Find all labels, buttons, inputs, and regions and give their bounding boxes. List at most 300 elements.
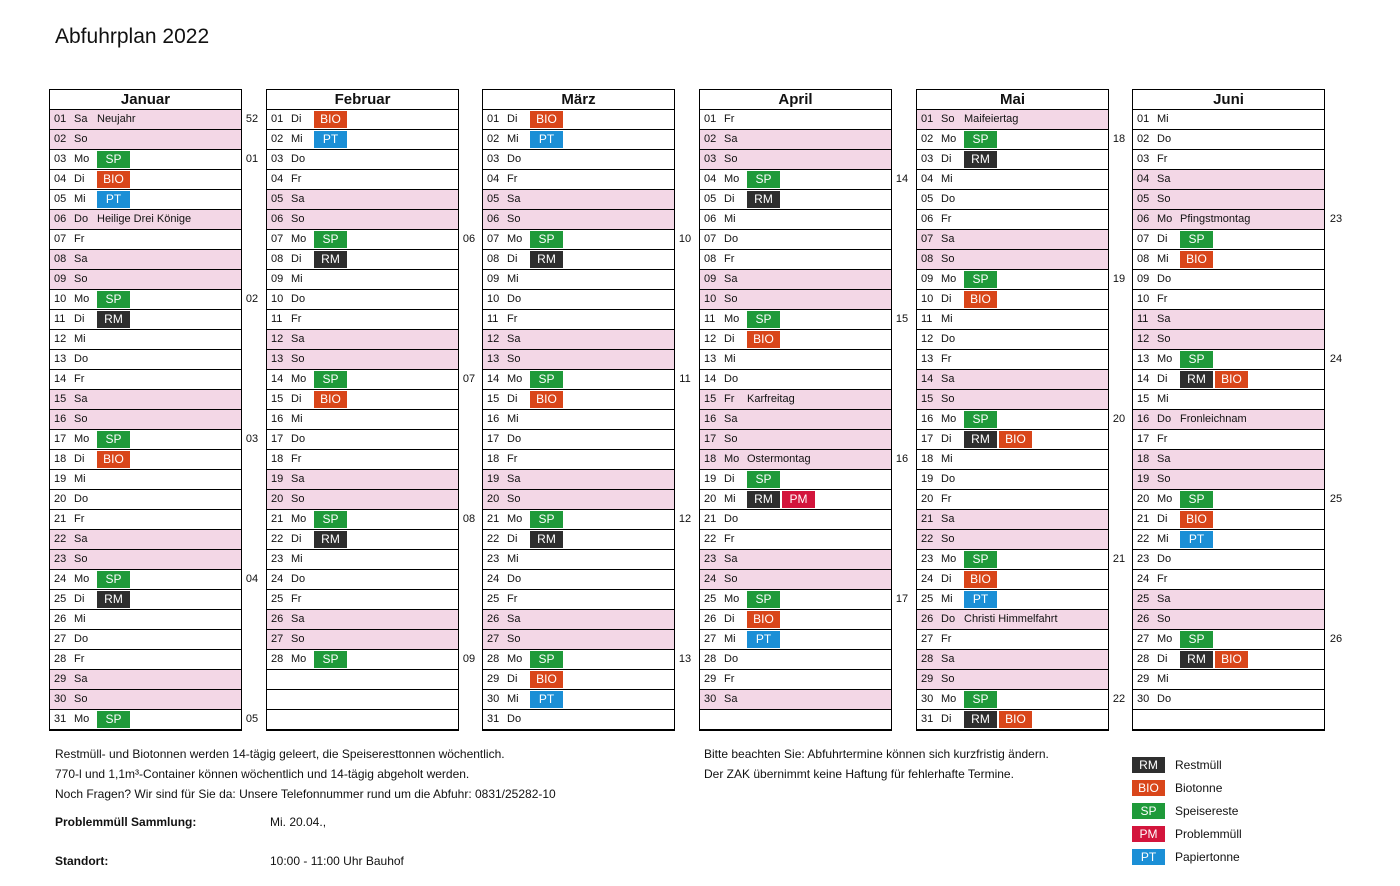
day-row <box>1133 670 1324 690</box>
weekday: So <box>724 153 738 165</box>
day-number: 20 <box>921 493 934 505</box>
day-row <box>917 710 1108 730</box>
weekday: Fr <box>291 593 302 605</box>
collection-badge-sp: SP <box>1180 351 1213 368</box>
day-row <box>1133 470 1324 490</box>
day-row <box>267 150 458 170</box>
weekday: Di <box>291 253 302 265</box>
weekday: Mo <box>74 433 90 445</box>
day-number: 18 <box>54 453 67 465</box>
month-column <box>482 89 675 731</box>
collection-badge-bio: BIO <box>1180 251 1213 268</box>
day-row <box>1133 250 1324 270</box>
day-row <box>917 470 1108 490</box>
week-number: 03 <box>245 433 259 445</box>
weekday: Mo <box>291 653 307 665</box>
collection-badge-sp: SP <box>530 651 563 668</box>
day-row <box>50 390 241 410</box>
day-row <box>50 530 241 550</box>
day-row <box>700 190 891 210</box>
weekday: Sa <box>291 193 305 205</box>
day-number: 30 <box>704 693 717 705</box>
day-row <box>700 610 891 630</box>
weekday: Do <box>724 373 739 385</box>
weekday: So <box>941 393 955 405</box>
weekday: So <box>291 493 305 505</box>
weekday: So <box>291 213 305 225</box>
weekday: Sa <box>74 253 88 265</box>
day-number: 03 <box>271 153 284 165</box>
day-number: 10 <box>271 293 284 305</box>
weekday: Fr <box>74 653 85 665</box>
weekday: Fr <box>724 393 735 405</box>
day-row <box>267 430 458 450</box>
weekday: Mo <box>724 453 740 465</box>
weekday: Fr <box>941 213 952 225</box>
day-number: 01 <box>704 113 717 125</box>
day-row <box>917 690 1108 710</box>
day-row <box>483 370 674 390</box>
empty-row <box>1133 710 1324 730</box>
day-row <box>917 530 1108 550</box>
collection-badge-sp: SP <box>747 311 780 328</box>
day-number: 28 <box>704 653 717 665</box>
day-number: 28 <box>487 653 500 665</box>
day-row <box>917 270 1108 290</box>
weekday: So <box>507 493 521 505</box>
weekday: Sa <box>724 693 738 705</box>
weekday: Di <box>74 173 85 185</box>
weekday: Sa <box>291 473 305 485</box>
day-number: 24 <box>921 573 934 585</box>
weekday: Do <box>507 573 522 585</box>
day-number: 07 <box>54 233 67 245</box>
day-number: 17 <box>487 433 500 445</box>
day-row <box>50 310 241 330</box>
day-row <box>700 370 891 390</box>
day-row <box>700 630 891 650</box>
collection-badge-bio: BIO <box>964 291 997 308</box>
day-row <box>483 410 674 430</box>
legend-badge-rm: RM <box>1132 757 1165 773</box>
collection-badge-sp: SP <box>964 551 997 568</box>
collection-badge-sp: SP <box>97 291 130 308</box>
weekday: Sa <box>74 393 88 405</box>
weekday: Di <box>724 193 735 205</box>
day-row <box>483 450 674 470</box>
day-number: 09 <box>487 273 500 285</box>
day-number: 19 <box>921 473 934 485</box>
day-number: 19 <box>704 473 717 485</box>
day-row <box>483 610 674 630</box>
weekday: Di <box>291 393 302 405</box>
collection-badge-sp: SP <box>314 231 347 248</box>
day-number: 12 <box>487 333 500 345</box>
collection-badge-bio: BIO <box>999 711 1032 728</box>
day-number: 22 <box>54 533 67 545</box>
day-row <box>1133 610 1324 630</box>
collection-badge-sp: SP <box>1180 231 1213 248</box>
day-number: 25 <box>1137 593 1150 605</box>
weekday: Mo <box>507 373 523 385</box>
weekday: Fr <box>724 673 735 685</box>
day-number: 06 <box>54 213 67 225</box>
day-number: 29 <box>487 673 500 685</box>
day-row <box>50 410 241 430</box>
day-number: 14 <box>704 373 717 385</box>
day-number: 29 <box>54 673 67 685</box>
day-number: 05 <box>1137 193 1150 205</box>
day-number: 17 <box>271 433 284 445</box>
weekday: Di <box>74 453 85 465</box>
day-row <box>1133 530 1324 550</box>
day-row <box>267 210 458 230</box>
collection-badge-rm: RM <box>97 311 130 328</box>
day-number: 27 <box>487 633 500 645</box>
collection-badge-sp: SP <box>314 511 347 528</box>
day-number: 01 <box>54 113 67 125</box>
day-number: 12 <box>1137 333 1150 345</box>
day-row <box>700 390 891 410</box>
weekday: Mo <box>74 293 90 305</box>
day-number: 10 <box>54 293 67 305</box>
day-row <box>483 250 674 270</box>
day-number: 16 <box>271 413 284 425</box>
weekday: Mi <box>724 493 736 505</box>
day-number: 23 <box>271 553 284 565</box>
day-number: 08 <box>704 253 717 265</box>
collection-badge-sp: SP <box>747 171 780 188</box>
day-row <box>700 330 891 350</box>
weekday: Mi <box>74 333 86 345</box>
weekday: So <box>291 353 305 365</box>
day-row <box>483 350 674 370</box>
day-number: 28 <box>271 653 284 665</box>
weekday: Mi <box>724 353 736 365</box>
day-number: 19 <box>487 473 500 485</box>
day-number: 24 <box>54 573 67 585</box>
weekday: Mo <box>1157 493 1173 505</box>
day-row <box>1133 290 1324 310</box>
weekday: Sa <box>1157 593 1171 605</box>
weekday: So <box>941 253 955 265</box>
day-row <box>267 230 458 250</box>
collection-badge-pt: PT <box>1180 531 1213 548</box>
day-number: 09 <box>704 273 717 285</box>
weekday: Sa <box>724 413 738 425</box>
weekday: Do <box>74 353 89 365</box>
day-row <box>1133 130 1324 150</box>
weekday: Mi <box>1157 533 1169 545</box>
weekday: Sa <box>507 333 521 345</box>
weekday: Sa <box>507 473 521 485</box>
day-row <box>267 550 458 570</box>
weekday: Mo <box>291 513 307 525</box>
day-row <box>483 230 674 250</box>
legend-label: Papiertonne <box>1175 850 1240 864</box>
day-number: 15 <box>704 393 717 405</box>
notice-line-1: Bitte beachten Sie: Abfuhrtermine können sich kurzfristig ändern. <box>704 747 1049 761</box>
day-number: 16 <box>54 413 67 425</box>
day-number: 23 <box>1137 553 1150 565</box>
day-number: 19 <box>54 473 67 485</box>
day-number: 02 <box>921 133 934 145</box>
day-row <box>267 390 458 410</box>
day-row <box>1133 390 1324 410</box>
collection-badge-sp: SP <box>1180 631 1213 648</box>
day-number: 03 <box>54 153 67 165</box>
day-number: 26 <box>921 613 934 625</box>
day-row <box>1133 450 1324 470</box>
day-row <box>483 490 674 510</box>
location-value: 10:00 - 11:00 Uhr Bauhof <box>270 854 404 868</box>
day-row <box>917 450 1108 470</box>
day-number: 06 <box>704 213 717 225</box>
weekday: Sa <box>724 273 738 285</box>
day-number: 10 <box>704 293 717 305</box>
day-row <box>917 510 1108 530</box>
weekday: So <box>507 633 521 645</box>
day-row <box>1133 210 1324 230</box>
day-number: 16 <box>487 413 500 425</box>
day-row <box>483 290 674 310</box>
collection-badge-sp: SP <box>97 711 130 728</box>
weekday: Do <box>941 473 956 485</box>
day-row <box>917 210 1108 230</box>
weekday: Di <box>941 293 952 305</box>
day-number: 21 <box>921 513 934 525</box>
day-row <box>1133 570 1324 590</box>
day-row <box>483 510 674 530</box>
weekday: Fr <box>291 313 302 325</box>
day-row <box>483 310 674 330</box>
day-number: 12 <box>54 333 67 345</box>
collection-badge-sp: SP <box>747 471 780 488</box>
day-row <box>50 710 241 730</box>
holiday-label: Karfreitag <box>747 393 795 405</box>
weekday: Mo <box>941 133 957 145</box>
weekday: Do <box>291 573 306 585</box>
holiday-label: Maifeiertag <box>964 113 1019 125</box>
weekday: Sa <box>941 373 955 385</box>
weekday: Mo <box>1157 213 1173 225</box>
collection-badge-rm: RM <box>964 151 997 168</box>
day-row <box>917 250 1108 270</box>
week-number: 12 <box>678 513 692 525</box>
day-number: 14 <box>921 373 934 385</box>
week-number: 52 <box>245 113 259 125</box>
weekday: Fr <box>1157 573 1168 585</box>
weekday: Mo <box>941 413 957 425</box>
weekday: Mo <box>74 153 90 165</box>
day-number: 24 <box>271 573 284 585</box>
weekday: Di <box>507 393 518 405</box>
day-row <box>267 350 458 370</box>
collection-badge-rm: RM <box>97 591 130 608</box>
day-row <box>50 290 241 310</box>
weekday: So <box>941 533 955 545</box>
holiday-label: Christi Himmelfahrt <box>964 613 1058 625</box>
day-row <box>1133 370 1324 390</box>
day-row <box>267 370 458 390</box>
notice-line-2: Der ZAK übernimmt keine Haftung für fehlerhafte Termine. <box>704 767 1014 781</box>
day-number: 20 <box>54 493 67 505</box>
day-row <box>267 250 458 270</box>
day-row <box>483 590 674 610</box>
weekday: Fr <box>724 533 735 545</box>
day-number: 30 <box>54 693 67 705</box>
day-row <box>50 610 241 630</box>
day-number: 15 <box>487 393 500 405</box>
day-number: 13 <box>54 353 67 365</box>
weekday: Mi <box>507 273 519 285</box>
holiday-label: Ostermontag <box>747 453 811 465</box>
day-row <box>483 390 674 410</box>
day-number: 08 <box>487 253 500 265</box>
day-number: 31 <box>921 713 934 725</box>
day-row <box>483 270 674 290</box>
day-row <box>917 410 1108 430</box>
day-row <box>483 690 674 710</box>
collection-badge-sp: SP <box>747 591 780 608</box>
day-row <box>917 670 1108 690</box>
day-number: 27 <box>921 633 934 645</box>
day-number: 03 <box>487 153 500 165</box>
day-row <box>1133 110 1324 130</box>
weekday: Mo <box>507 513 523 525</box>
day-row <box>917 330 1108 350</box>
day-row <box>267 190 458 210</box>
day-number: 08 <box>921 253 934 265</box>
day-row <box>917 130 1108 150</box>
day-number: 04 <box>487 173 500 185</box>
collection-badge-sp: SP <box>1180 491 1213 508</box>
day-number: 04 <box>54 173 67 185</box>
month-column <box>699 89 892 731</box>
weekday: Sa <box>941 233 955 245</box>
collection-badge-bio: BIO <box>314 391 347 408</box>
week-number: 01 <box>245 153 259 165</box>
weekday: So <box>74 273 88 285</box>
day-row <box>50 130 241 150</box>
day-number: 05 <box>921 193 934 205</box>
collection-badge-bio: BIO <box>964 571 997 588</box>
weekday: Sa <box>941 653 955 665</box>
legend-badge-sp: SP <box>1132 803 1165 819</box>
weekday: Di <box>724 613 735 625</box>
weekday: Di <box>1157 233 1168 245</box>
collection-badge-rm: RM <box>314 531 347 548</box>
collection-badge-bio: BIO <box>1215 651 1248 668</box>
weekday: So <box>74 413 88 425</box>
day-row <box>50 510 241 530</box>
day-number: 27 <box>54 633 67 645</box>
empty-row <box>267 690 458 710</box>
day-number: 25 <box>54 593 67 605</box>
day-row <box>50 490 241 510</box>
collection-badge-bio: BIO <box>1215 371 1248 388</box>
day-row <box>917 570 1108 590</box>
weekday: So <box>941 673 955 685</box>
weekday: Mi <box>941 173 953 185</box>
day-number: 18 <box>704 453 717 465</box>
day-number: 17 <box>54 433 67 445</box>
day-number: 08 <box>54 253 67 265</box>
day-number: 26 <box>487 613 500 625</box>
day-number: 09 <box>1137 273 1150 285</box>
day-row <box>1133 230 1324 250</box>
day-number: 24 <box>487 573 500 585</box>
week-number: 17 <box>895 593 909 605</box>
day-number: 23 <box>54 553 67 565</box>
day-row <box>267 290 458 310</box>
weekday: Sa <box>941 513 955 525</box>
day-number: 20 <box>1137 493 1150 505</box>
week-number: 25 <box>1329 493 1343 505</box>
weekday: So <box>724 433 738 445</box>
day-row <box>1133 190 1324 210</box>
day-number: 22 <box>921 533 934 545</box>
day-number: 12 <box>271 333 284 345</box>
weekday: Mi <box>724 633 736 645</box>
day-row <box>917 650 1108 670</box>
collection-badge-bio: BIO <box>530 391 563 408</box>
weekday: Mi <box>74 473 86 485</box>
day-number: 24 <box>1137 573 1150 585</box>
day-row <box>917 590 1108 610</box>
day-row <box>700 130 891 150</box>
day-number: 16 <box>1137 413 1150 425</box>
day-row <box>50 450 241 470</box>
day-number: 23 <box>704 553 717 565</box>
weekday: Do <box>724 233 739 245</box>
weekday: Do <box>507 293 522 305</box>
day-number: 03 <box>921 153 934 165</box>
empty-row <box>267 670 458 690</box>
weekday: Fr <box>507 173 518 185</box>
day-number: 27 <box>271 633 284 645</box>
day-row <box>700 250 891 270</box>
collection-badge-bio: BIO <box>999 431 1032 448</box>
collection-badge-pt: PT <box>97 191 130 208</box>
day-number: 06 <box>921 213 934 225</box>
weekday: Mi <box>291 133 303 145</box>
month-title: Mai <box>917 90 1108 110</box>
day-number: 26 <box>54 613 67 625</box>
collection-badge-sp: SP <box>314 651 347 668</box>
day-row <box>267 630 458 650</box>
day-row <box>267 110 458 130</box>
weekday: Di <box>507 533 518 545</box>
weekday: Mo <box>941 273 957 285</box>
weekday: So <box>507 353 521 365</box>
day-number: 01 <box>921 113 934 125</box>
weekday: Di <box>507 113 518 125</box>
weekday: Do <box>74 493 89 505</box>
legend-badge-bio: BIO <box>1132 780 1165 796</box>
collection-badge-bio: BIO <box>530 111 563 128</box>
collection-badge-sp: SP <box>964 131 997 148</box>
day-row <box>917 430 1108 450</box>
weekday: Mi <box>941 593 953 605</box>
day-row <box>267 450 458 470</box>
day-number: 20 <box>271 493 284 505</box>
collection-badge-bio: BIO <box>747 331 780 348</box>
weekday: So <box>724 573 738 585</box>
weekday: Do <box>724 653 739 665</box>
day-number: 22 <box>487 533 500 545</box>
week-number: 23 <box>1329 213 1343 225</box>
